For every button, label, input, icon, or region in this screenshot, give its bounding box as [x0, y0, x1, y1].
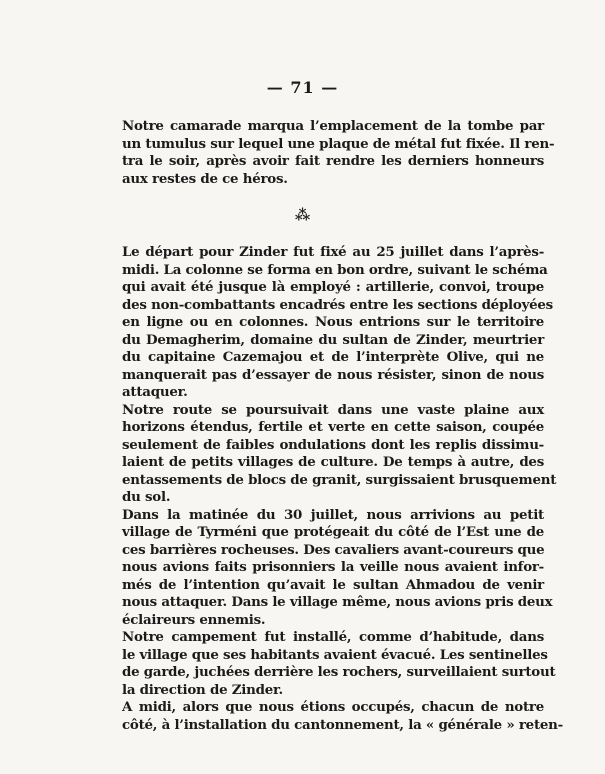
text-line: des non-combattants encadrés entre les sections déployées	[122, 296, 553, 313]
text-line: nous attaquer. Dans le village même, nous avions pris deux	[122, 594, 553, 610]
paragraph-noon	[97, 699, 563, 734]
text-line: côté, à l’installation du cantonnement, la « générale » reten-	[122, 716, 563, 733]
text-line: Notre campement fut installé, comme d’habitude, dans	[122, 629, 544, 645]
text-line: Dans la matinée du 30 juillet, nous arrivions au petit	[122, 506, 544, 523]
text-line: du Demagherim, domaine du sultan de Zinder, meurtrier	[122, 331, 544, 348]
text-line: Notre route se poursuivait dans une vaste plaine aux	[122, 401, 544, 418]
text-line: en ligne ou en colonnes. Nous entrions sur le territoire	[122, 314, 544, 330]
text-line: entassements de blocs de granit, surgissaient brusquement	[122, 471, 557, 488]
text-line: Notre camarade marqua l’emplacement de la tombe par	[122, 118, 544, 134]
text-line: nous avions faits prisonniers la veille nous avaient infor-	[122, 559, 544, 575]
text-line: attaquer.	[122, 384, 188, 400]
paragraph-route	[97, 401, 557, 507]
text-line: laient de petits villages de culture. De temps à autre, des	[122, 454, 544, 470]
text-line: un tumulus sur lequel une plaque de métal fut fixée. Il ren-	[122, 135, 555, 152]
section-ornament: ⁂	[294, 206, 311, 224]
paragraph-tomb	[97, 118, 555, 188]
text-line: du capitaine Cazemajou et de l’interprète Olive, qui ne	[122, 349, 544, 365]
text-line: village de Tyrméni que protégeait du côté de l’Est une de	[122, 524, 544, 540]
text-line: més de l’intention qu’avait le sultan Ahmadou de venir	[122, 576, 544, 593]
text-line: tra le soir, après avoir fait rendre les derniers honneurs	[122, 153, 544, 169]
text-line: de garde, juchées derrière les rochers, surveillaient surtout	[122, 664, 556, 680]
paragraph-tyrmeni	[97, 506, 553, 630]
text-line: horizons étendus, fertile et verte en cette saison, coupée	[122, 419, 544, 435]
text-line: midi. La colonne se forma en bon ordre, suivant le schéma	[122, 261, 548, 278]
text-line: le village que ses habitants avaient évacué. Les sentinelles	[122, 646, 548, 663]
text-line: manquerait pas d’essayer de nous résister, sinon de nous	[122, 366, 544, 383]
text-line: aux restes de ce héros.	[122, 170, 288, 187]
text-line: Le départ pour Zinder fut fixé au 25 juillet dans l’après-	[122, 244, 544, 260]
text-line: la direction de Zinder.	[122, 681, 283, 698]
page-number: — 71 —	[266, 78, 339, 97]
text-line: éclaireurs ennemis.	[122, 611, 266, 628]
paragraph-camp	[97, 629, 556, 699]
text-line: ces barrières rocheuses. Des cavaliers avant-coureurs que	[122, 541, 545, 558]
paragraph-departure	[97, 244, 553, 402]
paragraph	[97, 118, 555, 188]
main-text	[97, 244, 563, 734]
text-line: qui avait été jusque là employé : artillerie, convoi, troupe	[122, 279, 544, 295]
text-line: A midi, alors que nous étions occupés, chacun de notre	[122, 699, 544, 715]
text-line: du sol.	[122, 489, 171, 505]
text-line: seulement de faibles ondulations dont les replis dissimu-	[122, 436, 544, 453]
